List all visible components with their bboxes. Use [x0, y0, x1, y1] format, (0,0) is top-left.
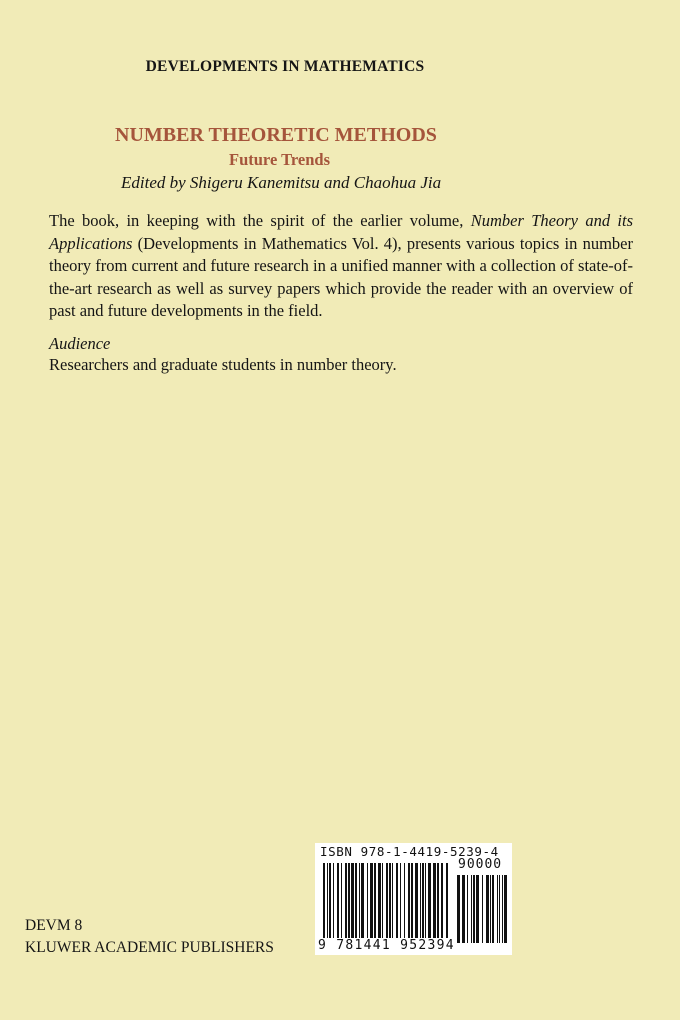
barcode-bar: [499, 875, 500, 943]
ean-number: 9 781441 952394: [318, 938, 455, 953]
series-code: DEVM 8: [25, 917, 83, 934]
audience-label: Audience: [49, 334, 111, 353]
barcode-bar: [462, 875, 465, 943]
barcode-bar: [471, 875, 472, 943]
description-text: The book, in keeping with the spirit of the earlier volume,: [49, 211, 471, 230]
barcode-bar: [504, 875, 507, 943]
addon-number: 90000: [458, 857, 503, 872]
book-subtitle: Future Trends: [229, 150, 331, 169]
barcode-bar: [497, 875, 498, 943]
barcode-bar: [476, 875, 479, 943]
audience-text: Researchers and graduate students in number theory.: [49, 355, 397, 374]
publisher: KLUWER ACADEMIC PUBLISHERS: [25, 939, 274, 956]
book-title: NUMBER THEORETIC METHODS: [115, 124, 437, 146]
barcode-bar: [457, 875, 460, 943]
editors: Edited by Shigeru Kanemitsu and Chaohua Jia: [121, 173, 442, 192]
isbn-barcode: [315, 843, 512, 955]
barcode-bar: [492, 875, 494, 943]
description: [49, 210, 633, 323]
barcode-bar: [473, 875, 475, 943]
barcode-bar: [486, 875, 489, 943]
isbn-text: ISBN 978-1-4419-5239-4: [320, 844, 499, 859]
barcode-bar: [482, 875, 483, 943]
barcode-bar: [467, 875, 468, 943]
barcode-bar: [490, 875, 491, 943]
series-name: DEVELOPMENTS IN MATHEMATICS: [145, 58, 425, 75]
description-text: (Developments in Mathematics Vol. 4), presents various topics in number theory from current and future research in a unified manner with a collection of state-of-the-art research as well as survey papers which provide the reader with an overview of past and future developments in the field.: [49, 233, 633, 321]
referenced-volume-title: Number Theory and its Applications: [49, 211, 634, 253]
barcode-bar: [502, 875, 503, 943]
